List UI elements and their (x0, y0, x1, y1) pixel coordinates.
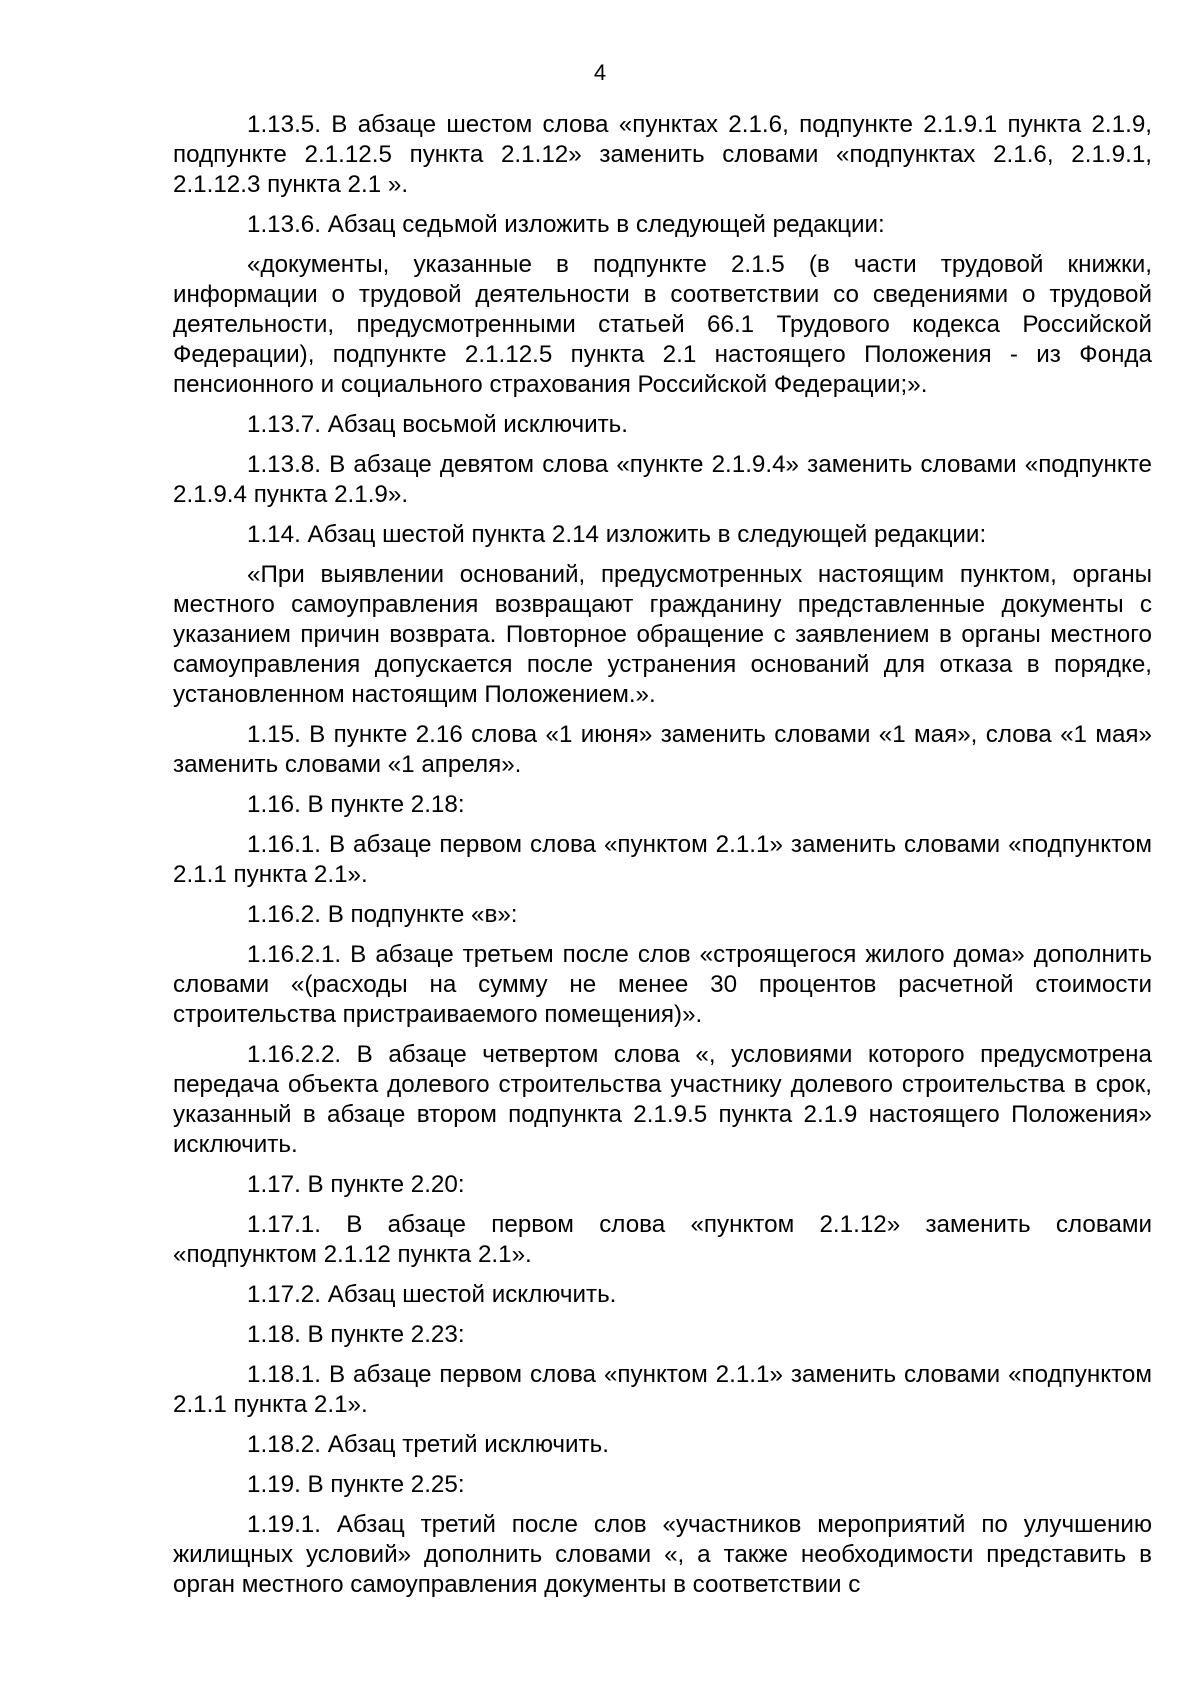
paragraph-quote-grounds: «При выявлении оснований, предусмотренных настоящим пунктом, органы местного самоуправления возвращают гражданину представленные документы с указанием причин возврата. Повторное обращение с заявлением в органы местного самоуправления допускается после устранения оснований для отказа в порядке, установленном настоящим Положением.». (173, 561, 1152, 708)
paragraph-1-14: 1.14. Абзац шестой пункта 2.14 изложить в следующей редакции: (247, 521, 987, 548)
paragraph-1-18-2: 1.18.2. Абзац третий исключить. (247, 1431, 609, 1458)
paragraph-1-16-1: 1.16.1. В абзаце первом слова «пунктом 2.1.1» заменить словами «подпунктом 2.1.1 пункта 2.1». (173, 831, 1152, 888)
paragraph-1-13-5: 1.13.5. В абзаце шестом слова «пунктах 2.1.6, подпункте 2.1.9.1 пункта 2.1.9, подпункте 2.1.12.5 пункта 2.1.12» заменить словами «подпунктах 2.1.6, 2.1.9.1, 2.1.12.3 пункта 2.1 ». (173, 111, 1152, 198)
document-body (173, 110, 1152, 1610)
page-number: 4 (593, 60, 607, 85)
paragraph-1-16: 1.16. В пункте 2.18: (247, 791, 465, 818)
paragraph-1-15: 1.15. В пункте 2.16 слова «1 июня» заменить словами «1 мая», слова «1 мая» заменить словами «1 апреля». (173, 721, 1152, 778)
paragraph-1-18-1: 1.18.1. В абзаце первом слова «пунктом 2.1.1» заменить словами «подпунктом 2.1.1 пункта 2.1». (173, 1361, 1152, 1418)
paragraph-1-13-6: 1.13.6. Абзац седьмой изложить в следующей редакции: (247, 211, 885, 238)
paragraph-1-13-8: 1.13.8. В абзаце девятом слова «пункте 2.1.9.4» заменить словами «подпункте 2.1.9.4 пункта 2.1.9». (173, 451, 1152, 508)
paragraph-1-17-2: 1.17.2. Абзац шестой исключить. (247, 1281, 617, 1308)
paragraph-1-13-7: 1.13.7. Абзац восьмой исключить. (247, 411, 628, 438)
paragraph-1-17-1: 1.17.1. В абзаце первом слова «пунктом 2.1.12» заменить словами «подпунктом 2.1.12 пункта 2.1». (173, 1211, 1152, 1268)
paragraph-1-16-2-2: 1.16.2.2. В абзаце четвертом слова «, условиями которого предусмотрена передача объекта долевого строительства участнику долевого строительства в срок, указанный в абзаце втором подпункта 2.1.9.5 пункта 2.1.9 настоящего Положения» исключить. (173, 1041, 1152, 1158)
paragraph-1-19: 1.19. В пункте 2.25: (247, 1471, 465, 1498)
paragraph-1-19-1: 1.19.1. Абзац третий после слов «участников мероприятий по улучшению жилищных условий» дополнить словами «, а также необходимости представить в орган местного самоуправления документы в соответствии с (173, 1511, 1152, 1598)
paragraph-1-16-2: 1.16.2. В подпункте «в»: (247, 901, 518, 928)
paragraph-quote-documents: «документы, указанные в подпункте 2.1.5 (в части трудовой книжки, информации о трудовой деятельности в соответствии со сведениями о трудовой деятельности, предусмотренными статьей 66.1 Трудового кодекса Российской Федерации), подпункте 2.1.12.5 пункта 2.1 настоящего Положения - из Фонда пенсионного и социального страхования Российской Федерации;». (173, 251, 1152, 398)
paragraph-1-18: 1.18. В пункте 2.23: (247, 1321, 465, 1348)
paragraph-1-17: 1.17. В пункте 2.20: (247, 1171, 465, 1198)
paragraph-1-16-2-1: 1.16.2.1. В абзаце третьем после слов «строящегося жилого дома» дополнить словами «(расходы на сумму не менее 30 процентов расчетной стоимости строительства пристраиваемого помещения)». (173, 941, 1152, 1028)
